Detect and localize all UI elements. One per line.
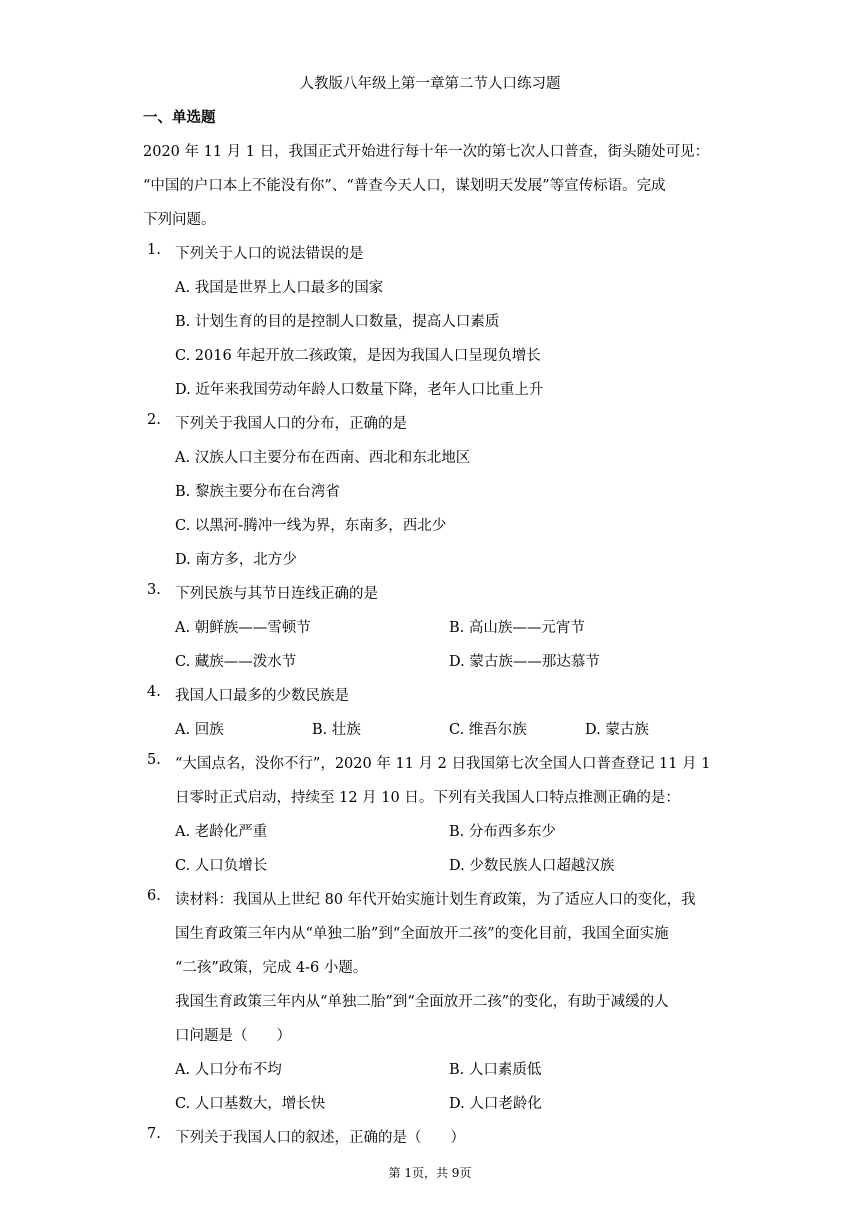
answer-option: A. 老龄化严重	[175, 824, 268, 840]
answer-option: D. 南方多，北方少	[175, 552, 297, 568]
answer-option: D. 蒙古族	[585, 722, 649, 738]
question-stem: “大国点名，没你不行”，2020 年 11 月 2 日我国第七次全国人口普查登记 11 月 1	[175, 756, 711, 772]
question-stem: 日零时正式启动，持续至 12 月 10 日。下列有关我国人口特点推测正确的是：	[175, 790, 680, 806]
section-heading: 一、单选题	[143, 110, 216, 126]
answer-option: C. 藏族——泼水节	[175, 654, 297, 670]
question-stem: 读材料：我国从上世纪 80 年代开始实施计划生育政策，为了适应人口的变化，我	[175, 892, 696, 908]
intro-line: 2020 年 11 月 1 日，我国正式开始进行每十年一次的第七次人口普查，街头随处可见：	[143, 144, 710, 160]
answer-option: C. 人口基数大，增长快	[175, 1096, 326, 1112]
answer-option: C. 维吾尔族	[449, 722, 527, 738]
question-stem: 国生育政策三年内从“单独二胎”到“全面放开二孩”的变化目前，我国全面实施	[175, 926, 669, 942]
answer-option: B. 分布西多东少	[449, 824, 556, 840]
question-number: 1.	[147, 242, 161, 258]
question-number: 3.	[147, 582, 161, 598]
question-stem: 我国人口最多的少数民族是	[175, 688, 349, 704]
answer-option: A. 朝鲜族——雪顿节	[175, 620, 311, 636]
question-stem: 下列民族与其节日连线正确的是	[175, 586, 378, 602]
answer-option: D. 人口老龄化	[449, 1096, 542, 1112]
question-stem: “二孩”政策，完成 4-6 小题。	[175, 960, 368, 976]
answer-option: D. 蒙古族——那达慕节	[449, 654, 600, 670]
question-stem: 口问题是（ ）	[175, 1028, 291, 1044]
answer-option: A. 汉族人口主要分布在西南、西北和东北地区	[175, 450, 471, 466]
answer-option: A. 人口分布不均	[175, 1062, 282, 1078]
answer-option: B. 壮族	[312, 722, 361, 738]
question-number: 6.	[147, 888, 161, 904]
answer-option: D. 少数民族人口超越汉族	[449, 858, 615, 874]
question-number: 4.	[147, 684, 161, 700]
answer-option: C. 人口负增长	[175, 858, 268, 874]
answer-option: B. 计划生育的目的是控制人口数量，提高人口素质	[175, 314, 500, 330]
answer-option: A. 我国是世界上人口最多的国家	[175, 280, 384, 296]
answer-option: B. 黎族主要分布在台湾省	[175, 484, 340, 500]
question-stem: 下列关于我国人口的叙述，正确的是（ ）	[175, 1130, 465, 1146]
answer-option: B. 高山族——元宵节	[449, 620, 585, 636]
page-footer: 第 1页，共 9页	[388, 1166, 472, 1180]
question-number: 7.	[147, 1126, 161, 1142]
question-number: 5.	[147, 752, 161, 768]
intro-line: 下列问题。	[143, 212, 216, 228]
question-stem: 下列关于人口的说法错误的是	[175, 246, 364, 262]
question-number: 2.	[147, 412, 161, 428]
answer-option: B. 人口素质低	[449, 1062, 542, 1078]
question-stem: 我国生育政策三年内从“单独二胎”到“全面放开二孩”的变化，有助于减缓的人	[175, 994, 669, 1010]
question-stem: 下列关于我国人口的分布，正确的是	[175, 416, 407, 432]
answer-option: C. 2016 年起开放二孩政策，是因为我国人口呈现负增长	[175, 348, 541, 364]
intro-line: “中国的户口本上不能没有你”、“普查今天人口，谋划明天发展”等宣传标语。完成	[143, 178, 666, 194]
answer-option: A. 回族	[175, 722, 224, 738]
answer-option: C. 以黑河-腾冲一线为界，东南多，西北少	[175, 518, 447, 534]
page-title: 人教版八年级上第一章第二节人口练习题	[299, 76, 561, 92]
answer-option: D. 近年来我国劳动年龄人口数量下降，老年人口比重上升	[175, 382, 544, 398]
